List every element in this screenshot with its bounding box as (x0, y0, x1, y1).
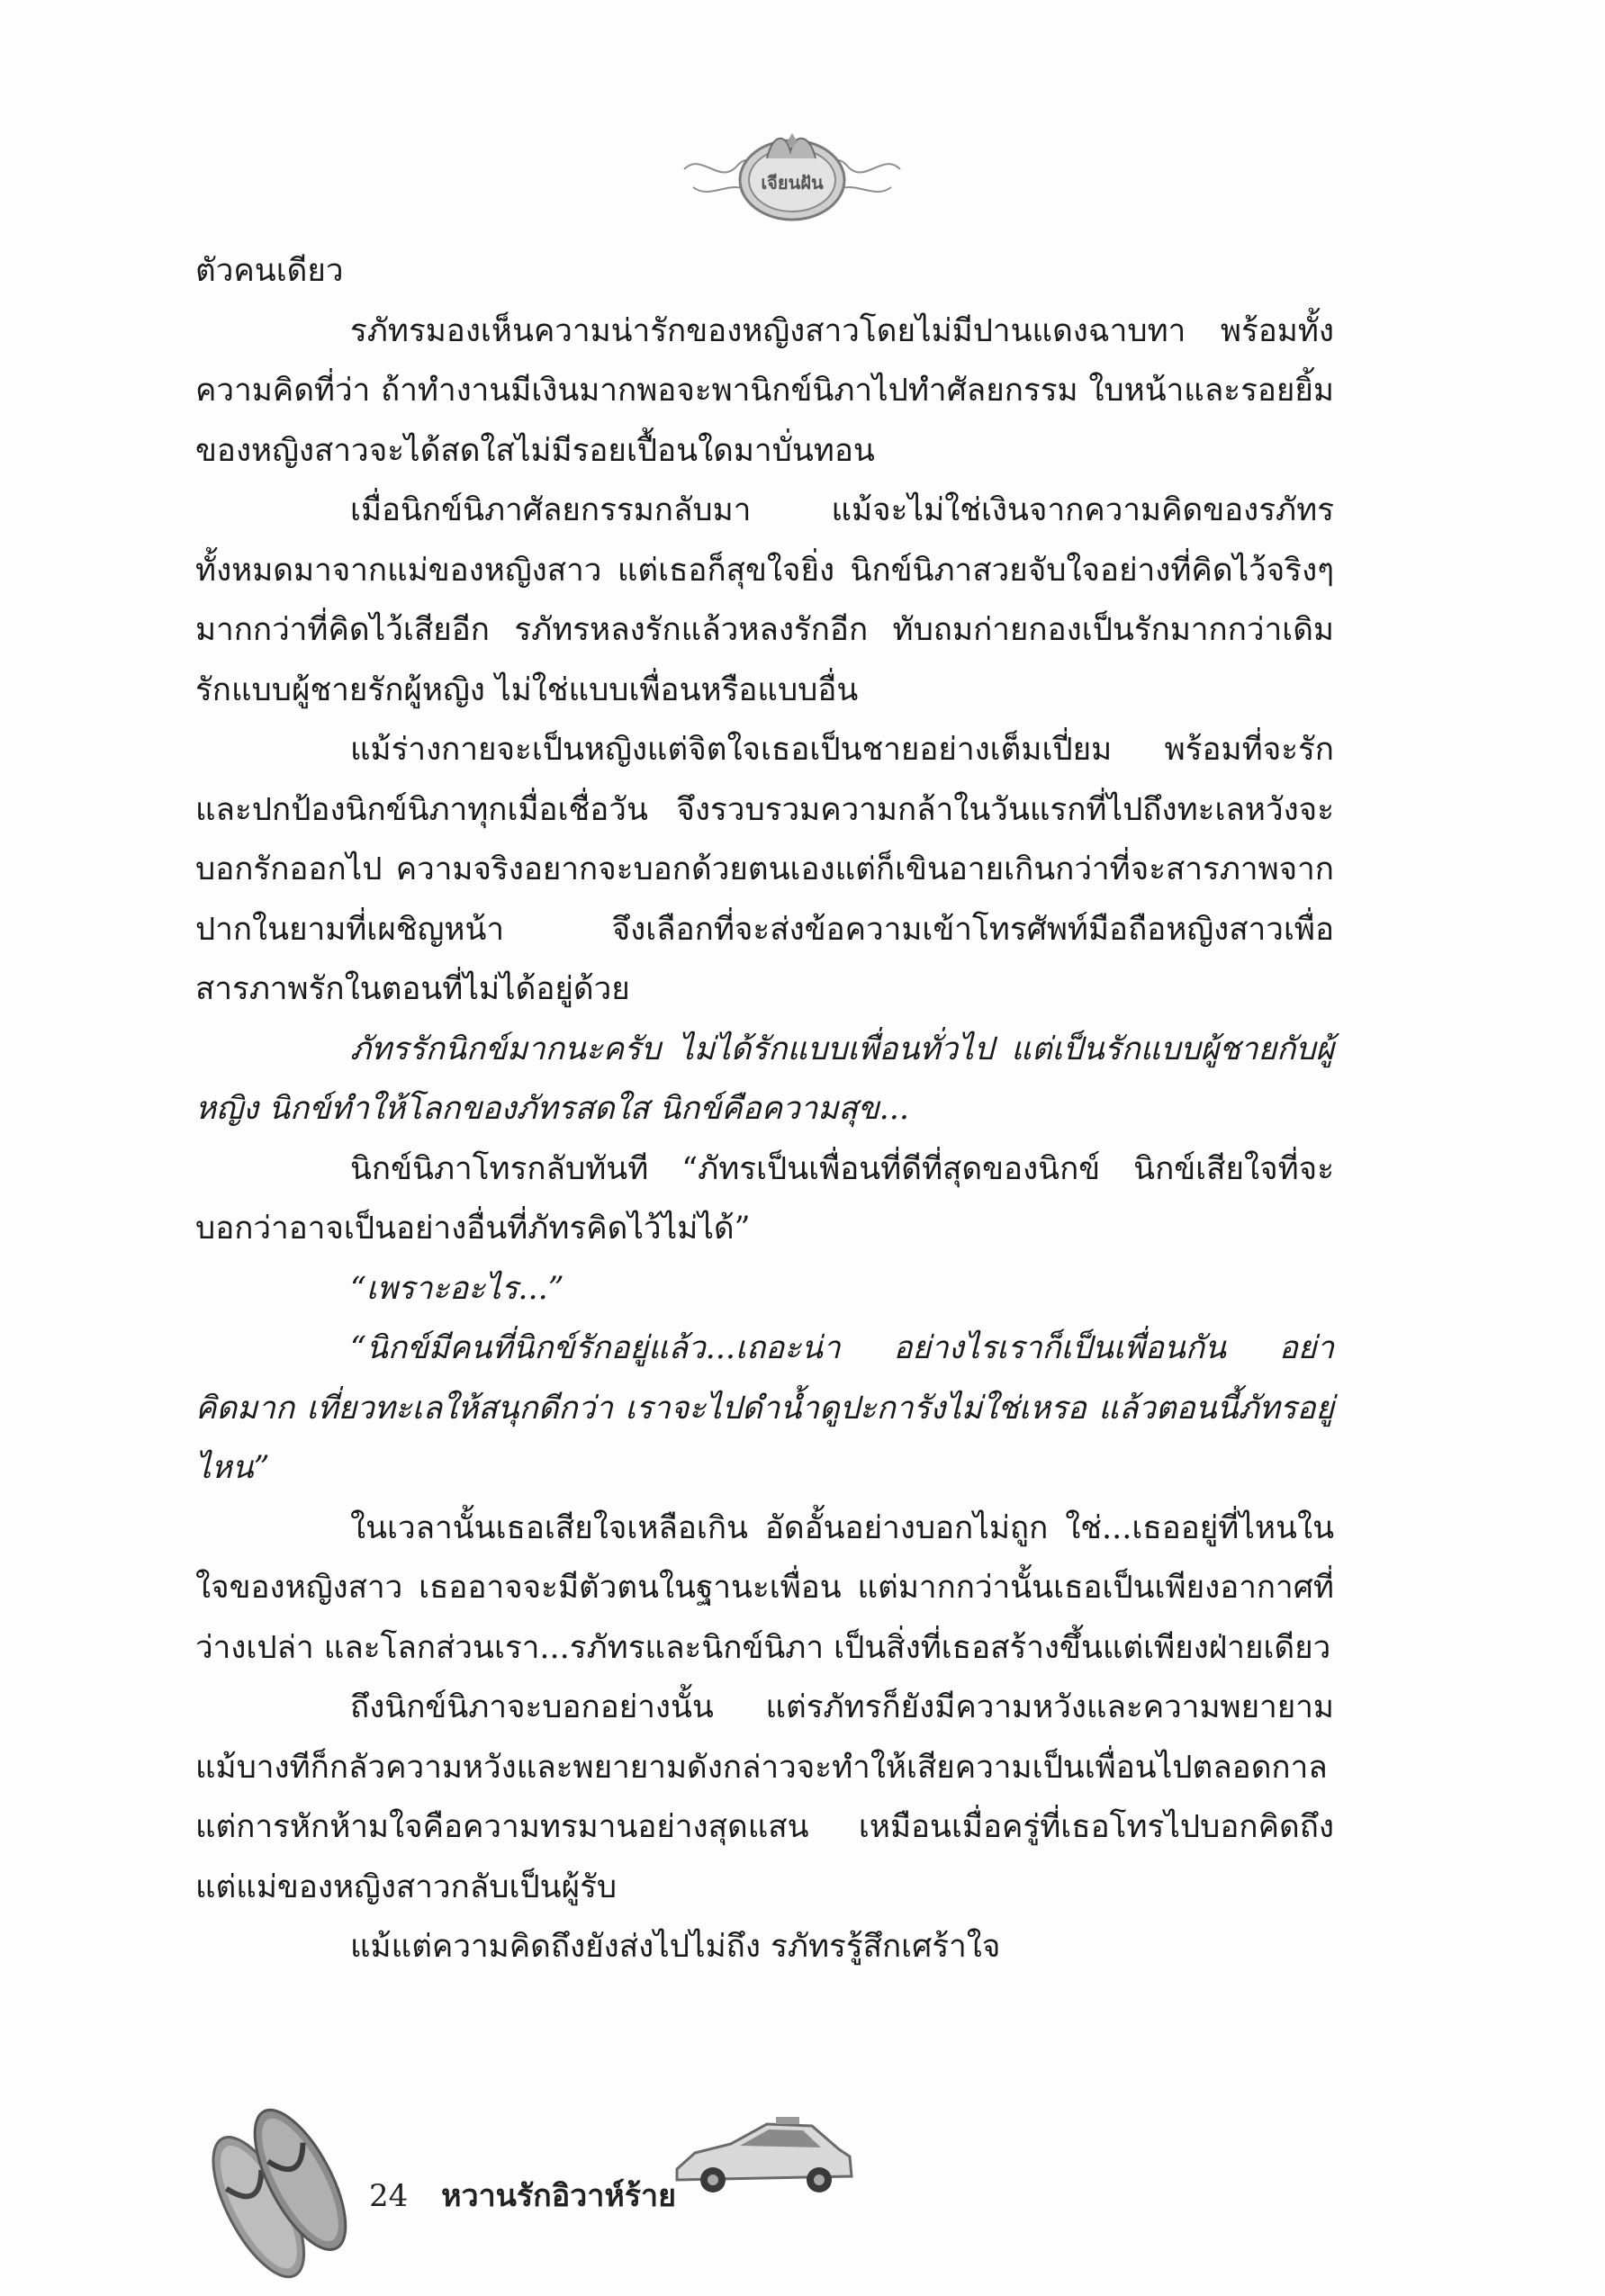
text-message-paragraph: ภัทรรักนิกข์มากนะครับ ไม่ได้รักแบบเพื่อนทั่วไป แต่เป็นรักแบบผู้ชายกับผู้หญิง นิกข์ทำให้โลกของภัทรสดใส นิกข์คือความสุข... (195, 1031, 1334, 1127)
paragraph: ถึงนิกข์นิภาจะบอกอย่างนั้น แต่รภัทรก็ยังมีความหวังและความพยายาม แม้บางทีก็กลัวความหวังและพยายามดังกล่าวจะทำให้เสียความเป็นเพื่อนไปตลอดกาล แต่การหักห้ามใจคือความทรมานอย่างสุดแสน เหมือนเมื่อครู่ที่เธอโทรไปบอกคิดถึง แต่แม่ของหญิงสาวกลับเป็นผู้รับ (195, 1689, 1334, 1905)
ornamental-crest-icon (666, 115, 918, 227)
sandals-icon (191, 2102, 362, 2282)
dialogue-paragraph: “นิกข์มีคนที่นิกข์รักอยู่แล้ว...เถอะน่า อย่างไรเราก็เป็นเพื่อนกัน อย่าคิดมาก เที่ยวทะเลให้สนุกดีกว่า เราจะไปดำน้ำดูปะการังไม่ใช่เหรอ แล้วตอนนี้ภัทรอยู่ไหน” (195, 1330, 1334, 1486)
page-footer (0, 2070, 1605, 2295)
dialogue-line: “เพราะอะไร...” (350, 1270, 564, 1307)
paragraph: แม้ร่างกายจะเป็นหญิงแต่จิตใจเธอเป็นชายอย่างเต็มเปี่ยม พร้อมที่จะรักและปกป้องนิกข์นิภาทุกเมื่อเชื่อวัน จึงรวบรวมความกล้าในวันแรกที่ไปถึงทะเลหวังจะบอกรักออกไป ความจริงอยากจะบอกด้วยตนเองแต่ก็เขินอายเกินกว่าที่จะสารภาพจากปากในยามที่เผชิญหน้า จึงเลือกที่จะส่งข้อความเข้าโทรศัพท์มือถือหญิงสาวเพื่อสารภาพรักในตอนที่ไม่ได้อยู่ด้วย (195, 732, 1334, 1007)
paragraph: ในเวลานั้นเธอเสียใจเหลือเกิน อัดอั้นอย่างบอกไม่ถูก ใช่...เธออยู่ที่ไหนในใจของหญิงสาว เธออาจจะมีตัวตนในฐานะเพื่อน แต่มากกว่านั้นเธอเป็นเพียงอากาศที่ว่างเปล่า และโลกส่วนเรา...รภัทรและนิกข์นิภา เป็นสิ่งที่เธอสร้างขึ้นแต่เพียงฝ่ายเดียว (195, 1509, 1334, 1666)
body-text (195, 241, 1334, 1977)
folio (369, 2171, 676, 2219)
emblem-text: เจียนฝัน (761, 172, 824, 194)
car-icon (668, 2097, 857, 2205)
paragraph: เมื่อนิกข์นิภาศัลยกรรมกลับมา แม้จะไม่ใช่เงินจากความคิดของรภัทรทั้งหมดมาจากแม่ของหญิงสาว แต่เธอก็สุขใจยิ่ง นิกข์นิภาสวยจับใจอย่างที่คิดไว้จริงๆ มากกว่าที่คิดไว้เสียอีก รภัทรหลงรักแล้วหลงรักอีก ทับถมก่ายกองเป็นรักมากกว่าเดิม รักแบบผู้ชายรักผู้หญิง ไม่ใช่แบบเพื่อนหรือแบบอื่น (195, 492, 1334, 708)
page-number: 24 (369, 2178, 409, 2214)
paragraph: แม้แต่ความคิดถึงยังส่งไปไม่ถึง รภัทรรู้สึกเศร้าใจ (350, 1929, 1001, 1965)
book-title: หวานรักอิวาห์ร้าย (441, 2178, 677, 2214)
paragraph: ตัวคนเดียว (195, 253, 344, 289)
paragraph: นิกข์นิภาโทรกลับทันที “ภัทรเป็นเพื่อนที่ดีที่สุดของนิกข์ นิกข์เสียใจที่จะบอกว่าอาจเป็นอย่างอื่นที่ภัทรคิดไว้ไม่ได้” (195, 1150, 1334, 1247)
paragraph: รภัทรมองเห็นความน่ารักของหญิงสาวโดยไม่มีปานแดงฉาบทา พร้อมทั้งความคิดที่ว่า ถ้าทำงานมีเงินมากพอจะพานิกข์นิภาไปทำศัลยกรรม ใบหน้าและรอยยิ้มของหญิงสาวจะได้สดใสไม่มีรอยเปื้อนใดมาบั่นทอน (195, 312, 1334, 469)
